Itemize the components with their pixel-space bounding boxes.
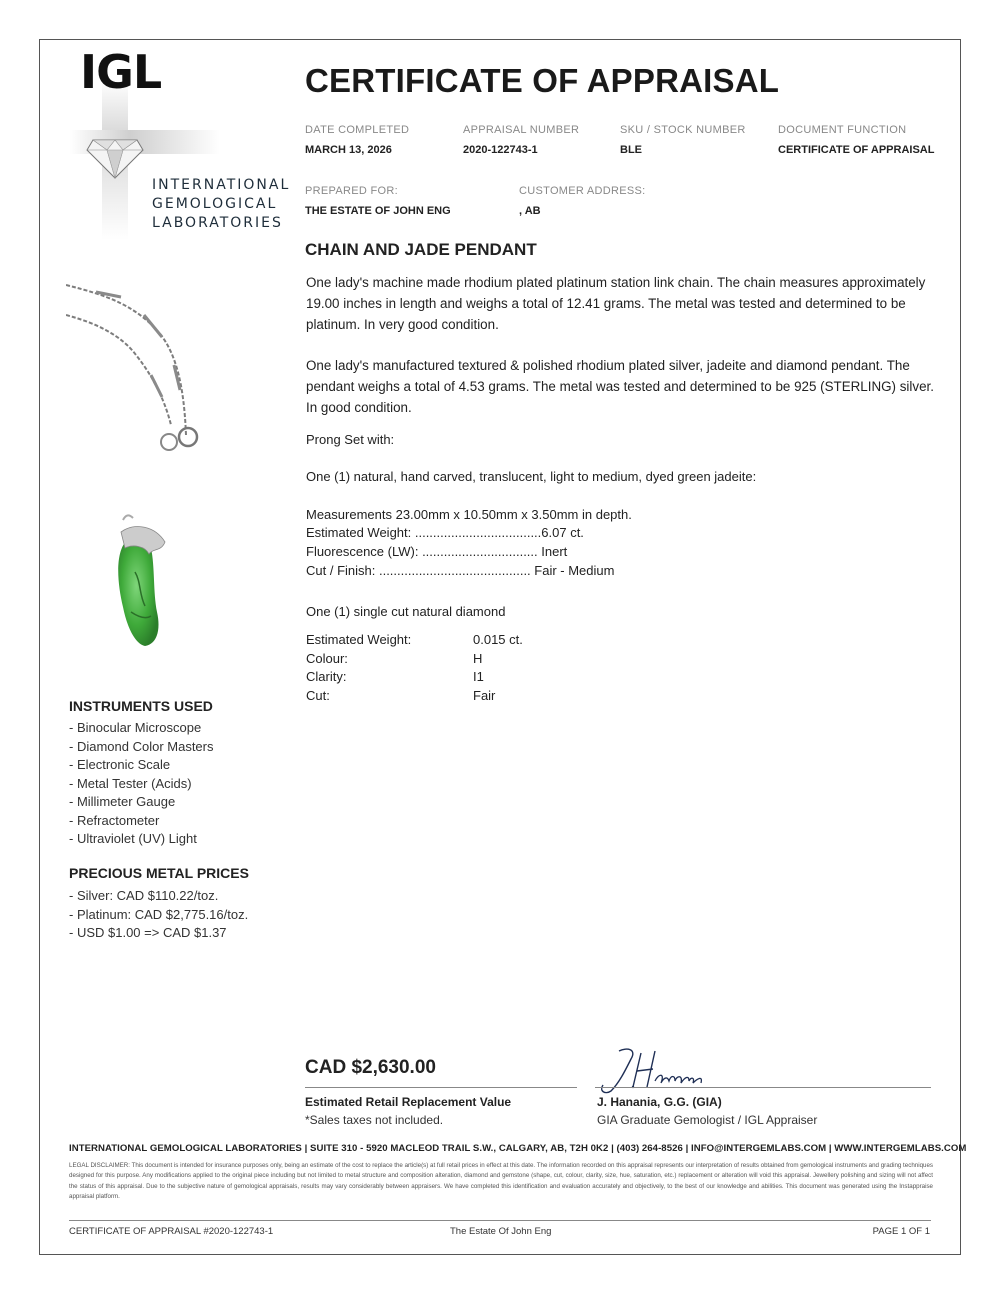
list-item: - Ultraviolet (UV) Light — [69, 831, 197, 846]
list-item: - Electronic Scale — [69, 757, 171, 772]
meta-value: CERTIFICATE OF APPRAISAL — [778, 144, 935, 156]
value-divider — [305, 1087, 577, 1088]
meta-value: 2020-122743-1 — [463, 144, 538, 156]
legal-disclaimer: LEGAL DISCLAIMER: This document is intended for insurance purposes only, being an estimate of the cost to replace the article(s) at full retail prices in effect at this date. The information recorded on this appraisal represents our interpretation of results obtained from gemological instruments and grading techniques designed for this purpose. Any modifications applied to the original piece including but not limited to metal structure and composition alteration, diamond and gemstone (shape, cut, colour, clarity, size, hue, saturation, etc.) replacement or alteration will void this appraisal. Jewellery polishing and sizing will not affect the status of this appraisal. Due to the subjective nature of gemological appraisals, results may vary considerably between appraisers. We have completed this identification and evaluation accurately and objectively, to the best of our knowledge and abilities. This document was generated using the Instappraise appraisal platform. — [69, 1162, 933, 1201]
spec-value: I1 — [473, 669, 484, 684]
spec-value: Fair — [473, 688, 496, 703]
diamond-spec-row — [306, 651, 482, 666]
meta-label: SKU / STOCK NUMBER — [620, 124, 746, 136]
value-label: Estimated Retail Replacement Value — [305, 1095, 512, 1109]
diamond-spec-row — [306, 669, 484, 684]
footer-client-name: The Estate Of John Eng — [450, 1226, 552, 1237]
metal-prices-list — [69, 887, 248, 943]
list-item: - Silver: CAD $110.22/toz. — [69, 888, 219, 903]
jade-fluorescence: Fluorescence (LW): ................................ Inert — [306, 544, 568, 559]
appraised-value: CAD $2,630.00 — [305, 1057, 436, 1078]
metal-prices-heading: PRECIOUS METAL PRICES — [69, 865, 249, 881]
meta-date-completed — [305, 124, 409, 156]
prepared-for — [305, 185, 451, 217]
appraiser-title: GIA Graduate Gemologist / IGL Appraiser — [597, 1113, 818, 1127]
meta-value: BLE — [620, 144, 642, 156]
customer-address-label: CUSTOMER ADDRESS: — [519, 185, 646, 197]
list-item: - Binocular Microscope — [69, 720, 202, 735]
logo-line-2: GEMOLOGICAL — [152, 196, 278, 212]
customer-address-value: , AB — [519, 205, 541, 217]
spec-key: Colour: — [306, 651, 348, 666]
spec-value: 0.015 ct. — [473, 632, 523, 647]
pendant-description: One lady's manufactured textured & polished rhodium plated silver, jadeite and diamond pendant. The pendant weighs a total of 4.53 grams. The metal was tested and determined to be 925 (STERLING) silver. In good condition. — [306, 358, 934, 415]
appraiser-signature — [597, 1045, 727, 1097]
meta-label: DOCUMENT FUNCTION — [778, 124, 907, 136]
list-item: - Platinum: CAD $2,775.16/toz. — [69, 906, 249, 922]
meta-label: DATE COMPLETED — [305, 124, 410, 136]
meta-label: APPRAISAL NUMBER — [463, 124, 580, 136]
company-contact-line: INTERNATIONAL GEMOLOGICAL LABORATORIES | SUITE 310 - 5920 MACLEOD TRAIL S.W., CALGARY, AB, T2H 0K2 | (403) 264-8526 | INFO@INTERGEMLABS.COM | WWW.INTERGEMLABS.COM — [69, 1143, 967, 1154]
tax-note: *Sales taxes not included. — [305, 1113, 444, 1127]
logo-line-3: LABORATORIES — [152, 215, 283, 231]
prepared-for-label: PREPARED FOR: — [305, 185, 398, 197]
prong-set-label: Prong Set with: — [306, 432, 395, 447]
customer-address — [519, 185, 646, 217]
chain-photo — [66, 275, 256, 460]
footer-page-number: PAGE 1 OF 1 — [872, 1226, 930, 1237]
jade-description: One (1) natural, hand carved, translucent, light to medium, dyed green jadeite: — [306, 469, 757, 484]
item-title: CHAIN AND JADE PENDANT — [305, 240, 537, 259]
diamond-spec-row — [306, 688, 495, 703]
meta-document-function — [778, 124, 934, 156]
meta-appraisal-number — [463, 124, 579, 156]
appraiser-name: J. Hanania, G.G. (GIA) — [597, 1095, 722, 1109]
list-item: - USD $1.00 => CAD $1.37 — [69, 925, 227, 940]
jade-pendant-photo — [105, 512, 185, 650]
instruments-heading: INSTRUMENTS USED — [69, 698, 213, 714]
prepared-for-value: THE ESTATE OF JOHN ENG — [305, 205, 451, 217]
spec-key: Clarity: — [306, 669, 347, 684]
footer-divider — [69, 1220, 931, 1221]
jade-measurements: Measurements 23.00mm x 10.50mm x 3.50mm in depth. — [306, 507, 632, 522]
list-item: - Diamond Color Masters — [69, 738, 214, 754]
list-item: - Metal Tester (Acids) — [69, 775, 192, 791]
spec-key: Cut: — [306, 688, 330, 703]
diamond-description: One (1) single cut natural diamond — [306, 604, 506, 619]
list-item: - Refractometer — [69, 812, 160, 828]
chain-description: One lady's machine made rhodium plated platinum station link chain. The chain measures approximately 19.00 inches in length and weighs a total of 12.41 grams. The metal was tested and determined to be platinum. In very good condition. — [306, 275, 926, 332]
document-title: CERTIFICATE OF APPRAISAL — [305, 62, 780, 99]
signature-line — [595, 1087, 931, 1088]
logo-name — [152, 176, 290, 233]
spec-key: Estimated Weight: — [306, 632, 412, 647]
logo-line-1: INTERNATIONAL — [152, 177, 291, 193]
meta-value: MARCH 13, 2026 — [305, 144, 392, 156]
diamond-spec-row — [306, 632, 523, 647]
footer-certificate-number: CERTIFICATE OF APPRAISAL #2020-122743-1 — [69, 1226, 274, 1237]
jade-cut-finish: Cut / Finish: .......................................... Fair - Medium — [306, 563, 615, 578]
spec-value: H — [473, 651, 483, 666]
list-item: - Millimeter Gauge — [69, 794, 176, 809]
instruments-list — [69, 719, 214, 849]
meta-sku — [620, 124, 746, 156]
logo-abbreviation: IGL — [80, 45, 162, 99]
jade-weight: Estimated Weight: ...................................6.07 ct. — [306, 525, 584, 540]
